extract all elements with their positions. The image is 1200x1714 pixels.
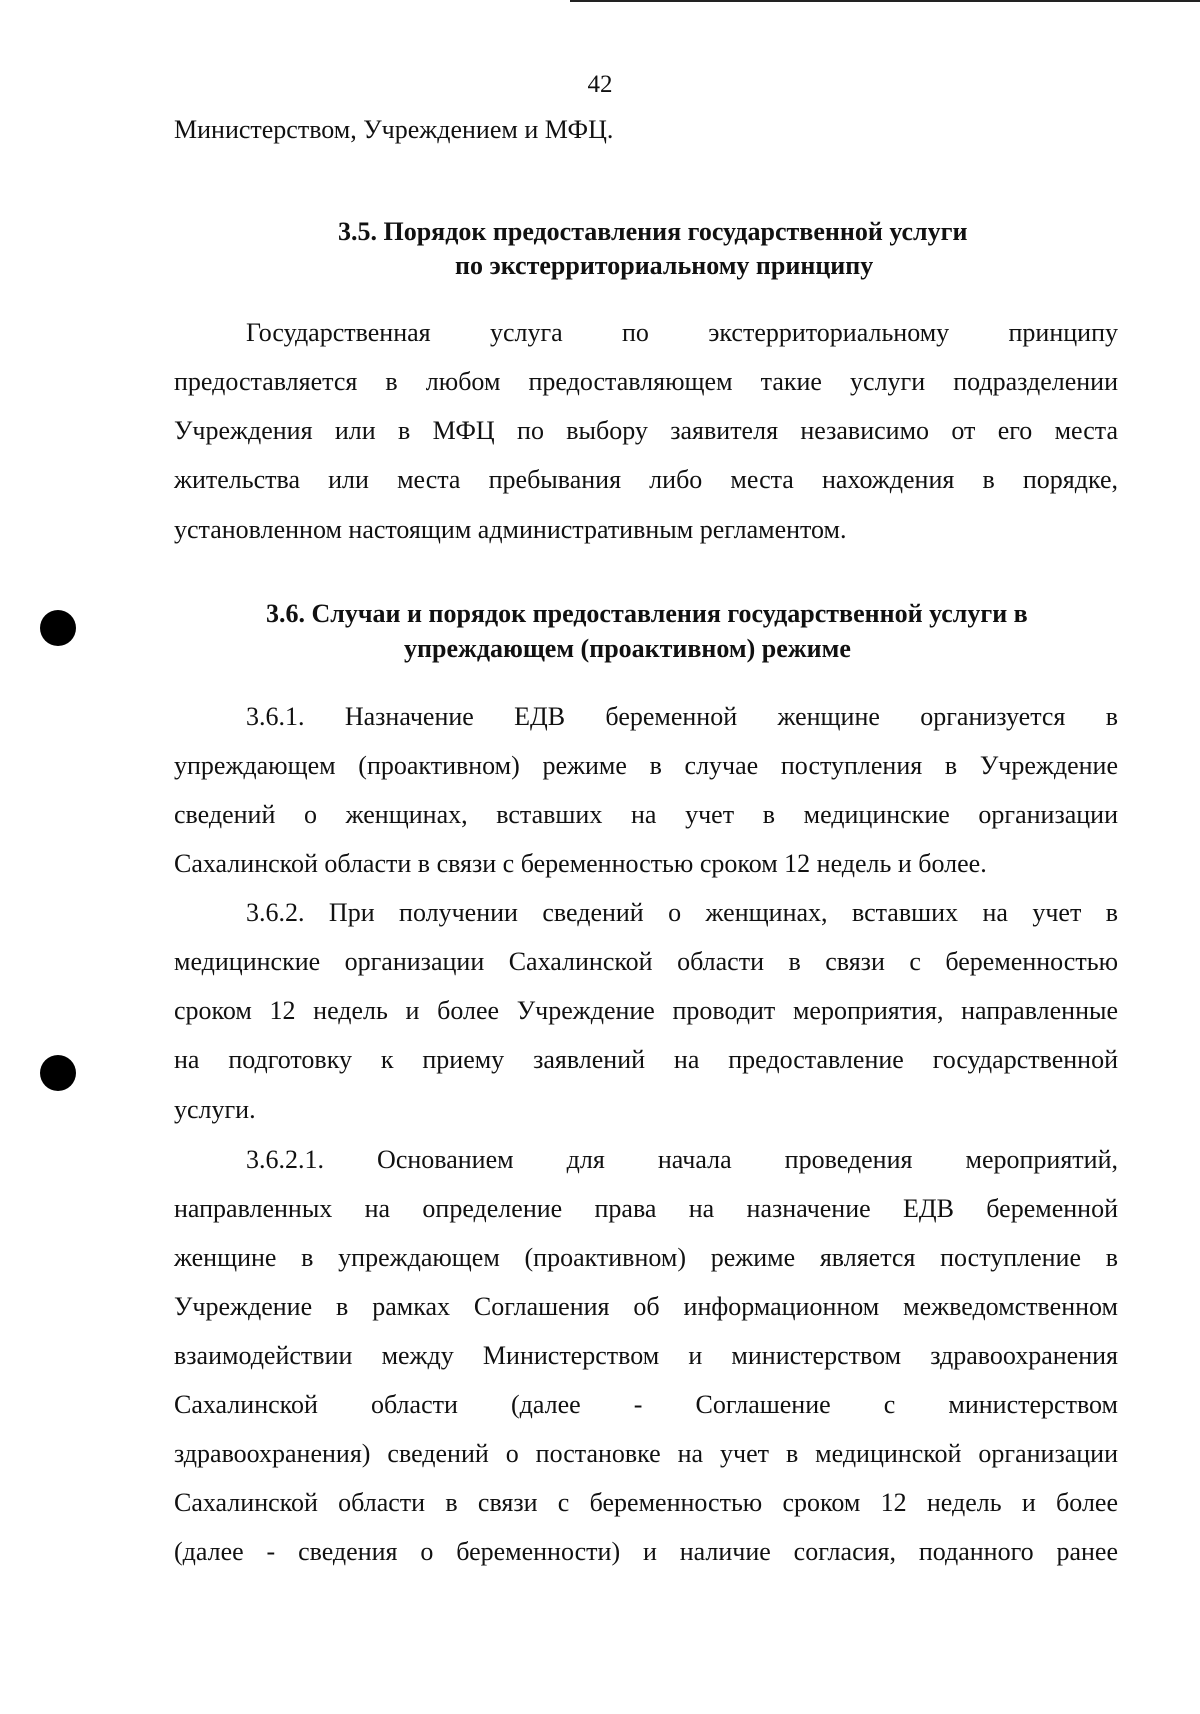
text-line: здравоохранения) сведений о постановке на учет в медицинской организации [174,1439,1118,1468]
text-line: Сахалинской области (далее - Соглашение с министерством [174,1390,1118,1419]
text-line: сведений о женщинах, вставших на учет в медицинские организации [174,800,1118,829]
text-line: Сахалинской области в связи с беременностью сроком 12 недель и более. [174,849,987,878]
text-line: направленных на определение права на назначение ЕДВ беременной [174,1194,1118,1223]
text-line: сроком 12 недель и более Учреждение проводит мероприятия, направленные [174,996,1118,1025]
page-number: 42 [587,71,613,98]
text-line: 3.6.1. Назначение ЕДВ беременной женщине организуется в [246,702,1118,731]
text-line: установленном настоящим административным регламентом. [174,515,847,544]
punch-hole [40,1055,76,1091]
top-rule [570,0,1200,2]
text-line: взаимодействии между Министерством и министерством здравоохранения [174,1341,1118,1370]
text-line: Сахалинской области в связи с беременностью сроком 12 недель и более [174,1488,1118,1517]
text-line: Министерством, Учреждением и МФЦ. [174,115,614,144]
text-line: Учреждения или в МФЦ по выбору заявителя независимо от его места [174,416,1118,445]
text-line: услуги. [174,1095,256,1124]
text-line: Государственная услуга по экстерриториальному принципу [246,318,1118,347]
text-line: женщине в упреждающем (проактивном) режиме является поступление в [174,1243,1118,1272]
section-heading: по экстерриториальному принципу [455,251,874,280]
text-line: жительства или места пребывания либо места нахождения в порядке, [174,465,1118,494]
section-heading: упреждающем (проактивном) режиме [404,634,851,663]
section-heading: 3.5. Порядок предоставления государственной услуги [338,217,968,246]
text-line: 3.6.2.1. Основанием для начала проведения мероприятий, [246,1145,1118,1174]
text-line: Учреждение в рамках Соглашения об информационном межведомственном [174,1292,1118,1321]
text-line: 3.6.2. При получении сведений о женщинах, вставших на учет в [246,898,1118,927]
text-line: упреждающем (проактивном) режиме в случае поступления в Учреждение [174,751,1118,780]
text-line: (далее - сведения о беременности) и наличие согласия, поданного ранее [174,1537,1118,1566]
section-heading: 3.6. Случаи и порядок предоставления государственной услуги в [266,599,1028,628]
text-line: медицинские организации Сахалинской области в связи с беременностью [174,947,1118,976]
punch-hole [40,610,76,646]
text-line: предоставляется в любом предоставляющем такие услуги подразделении [174,367,1118,396]
text-line: на подготовку к приему заявлений на предоставление государственной [174,1045,1118,1074]
